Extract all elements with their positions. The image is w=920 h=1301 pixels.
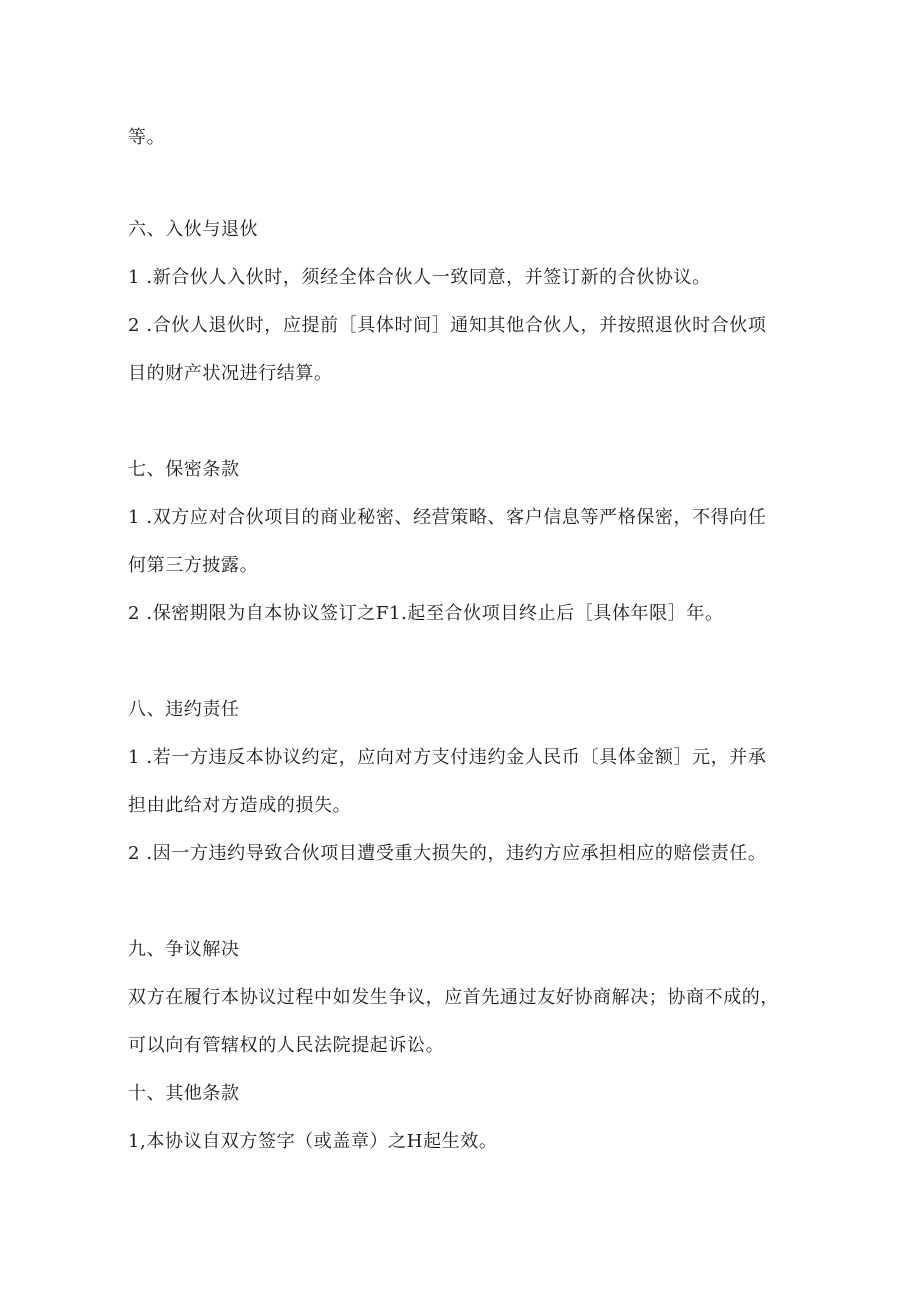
section-9-paragraph-line-1: 双方在履行本协议过程中如发生争议，应首先通过友好协商解决；协商不成的，	[128, 987, 779, 1008]
section-6-item-2-line-1: 2 .合伙人退伙时，应提前［具体时间］通知其他合伙人，并按照退伙时合伙项	[128, 315, 767, 336]
section-7-item-2: 2 .保密期限为自本协议签订之F1.起至合伙项目终止后［具体年限］年。	[128, 603, 724, 624]
section-8-item-2: 2 .因一方违约导致合伙项目遭受重大损失的，违约方应承担相应的赔偿责任。	[128, 843, 767, 864]
section-7-item-1-line-1: 1 .双方应对合伙项目的商业秘密、经营策略、客户信息等严格保密，不得向任	[128, 507, 767, 528]
section-6-item-2-line-2: 目的财产状况进行结算。	[128, 363, 333, 384]
section-6-item-1: 1 .新合伙人入伙时，须经全体合伙人一致同意，并签订新的合伙协议。	[128, 267, 711, 288]
section-9-heading: 九、争议解决	[128, 939, 240, 960]
section-6-heading: 六、入伙与退伙	[128, 219, 259, 240]
section-7-item-1-line-2: 何第三方披露。	[128, 555, 259, 576]
section-8-item-1-line-2: 担由此给对方造成的损失。	[128, 795, 352, 816]
section-10-heading: 十、其他条款	[128, 1083, 240, 1104]
section-9-paragraph-line-2: 可以向有管辖权的人民法院提起诉讼。	[128, 1035, 445, 1056]
section-7-heading: 七、保密条款	[128, 459, 240, 480]
section-8-item-1-line-1: 1 .若一方违反本协议约定，应向对方支付违约金人民币〔具体金额］元，并承	[128, 747, 767, 768]
section-8-heading: 八、违约责任	[128, 699, 240, 720]
section-10-item-1: 1,本协议自双方签字（或盖章）之H起生效。	[128, 1131, 498, 1152]
continuation-text: 等。	[128, 127, 166, 148]
